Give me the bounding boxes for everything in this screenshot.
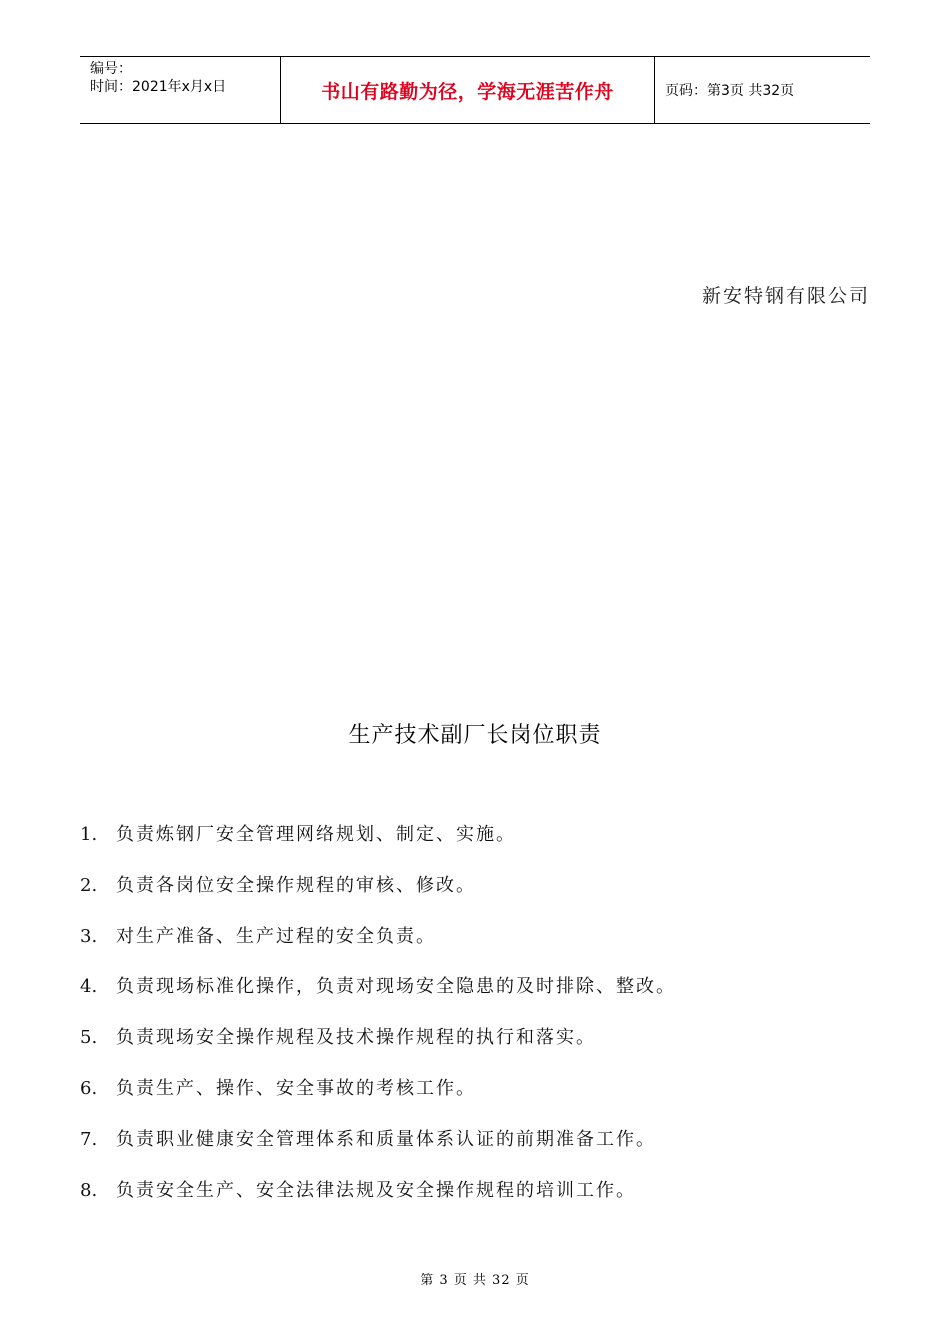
company-name: 新安特钢有限公司 (701, 285, 870, 307)
page-footer: 第 3 页 共 32 页 (420, 1273, 530, 1288)
list-item-number: 7. (80, 1128, 98, 1150)
list-item-text: 负责各岗位安全操作规程的审核、修改。 (116, 874, 476, 896)
list-item (80, 820, 676, 871)
list-item-text: 负责现场标准化操作，负责对现场安全隐患的及时排除、整改。 (116, 976, 676, 998)
list-item (80, 972, 676, 1023)
list-item-number: 3. (80, 925, 98, 947)
list-item-text: 负责职业健康安全管理体系和质量体系认证的前期准备工作。 (116, 1128, 656, 1150)
list-item-number: 6. (80, 1077, 98, 1099)
list-item-text: 负责炼钢厂安全管理网络规划、制定、实施。 (116, 824, 516, 845)
list-item-text: 对生产准备、生产过程的安全负责。 (116, 925, 436, 947)
list-item (80, 922, 676, 973)
list-item-number: 8. (80, 1179, 98, 1201)
list-item (80, 1074, 676, 1125)
list-item (80, 1176, 676, 1227)
header-motto: 书山有路勤为径，学海无涯苦作舟 (281, 57, 655, 123)
document-title: 生产技术副厂长岗位职责 (348, 723, 602, 748)
list-item-text: 负责现场安全操作规程及技术操作规程的执行和落实。 (116, 1027, 596, 1049)
list-item (80, 1125, 676, 1176)
list-item-number: 4. (80, 976, 98, 998)
list-item-number: 1. (80, 824, 98, 845)
document-number-label: 编号： (90, 61, 132, 77)
duties-list (80, 820, 676, 1226)
document-date: 时间：2021年x月x日 (90, 79, 227, 95)
list-item-text: 负责安全生产、安全法律法规及安全操作规程的培训工作。 (116, 1179, 636, 1201)
list-item (80, 871, 676, 922)
list-item-number: 5. (80, 1027, 98, 1049)
list-item-text: 负责生产、操作、安全事故的考核工作。 (116, 1077, 476, 1099)
list-item-number: 2. (80, 874, 98, 896)
page-header (80, 56, 870, 124)
list-item (80, 1023, 676, 1074)
header-page-number: 页码：第3页 共32页 (665, 83, 795, 99)
header-meta (80, 57, 281, 123)
